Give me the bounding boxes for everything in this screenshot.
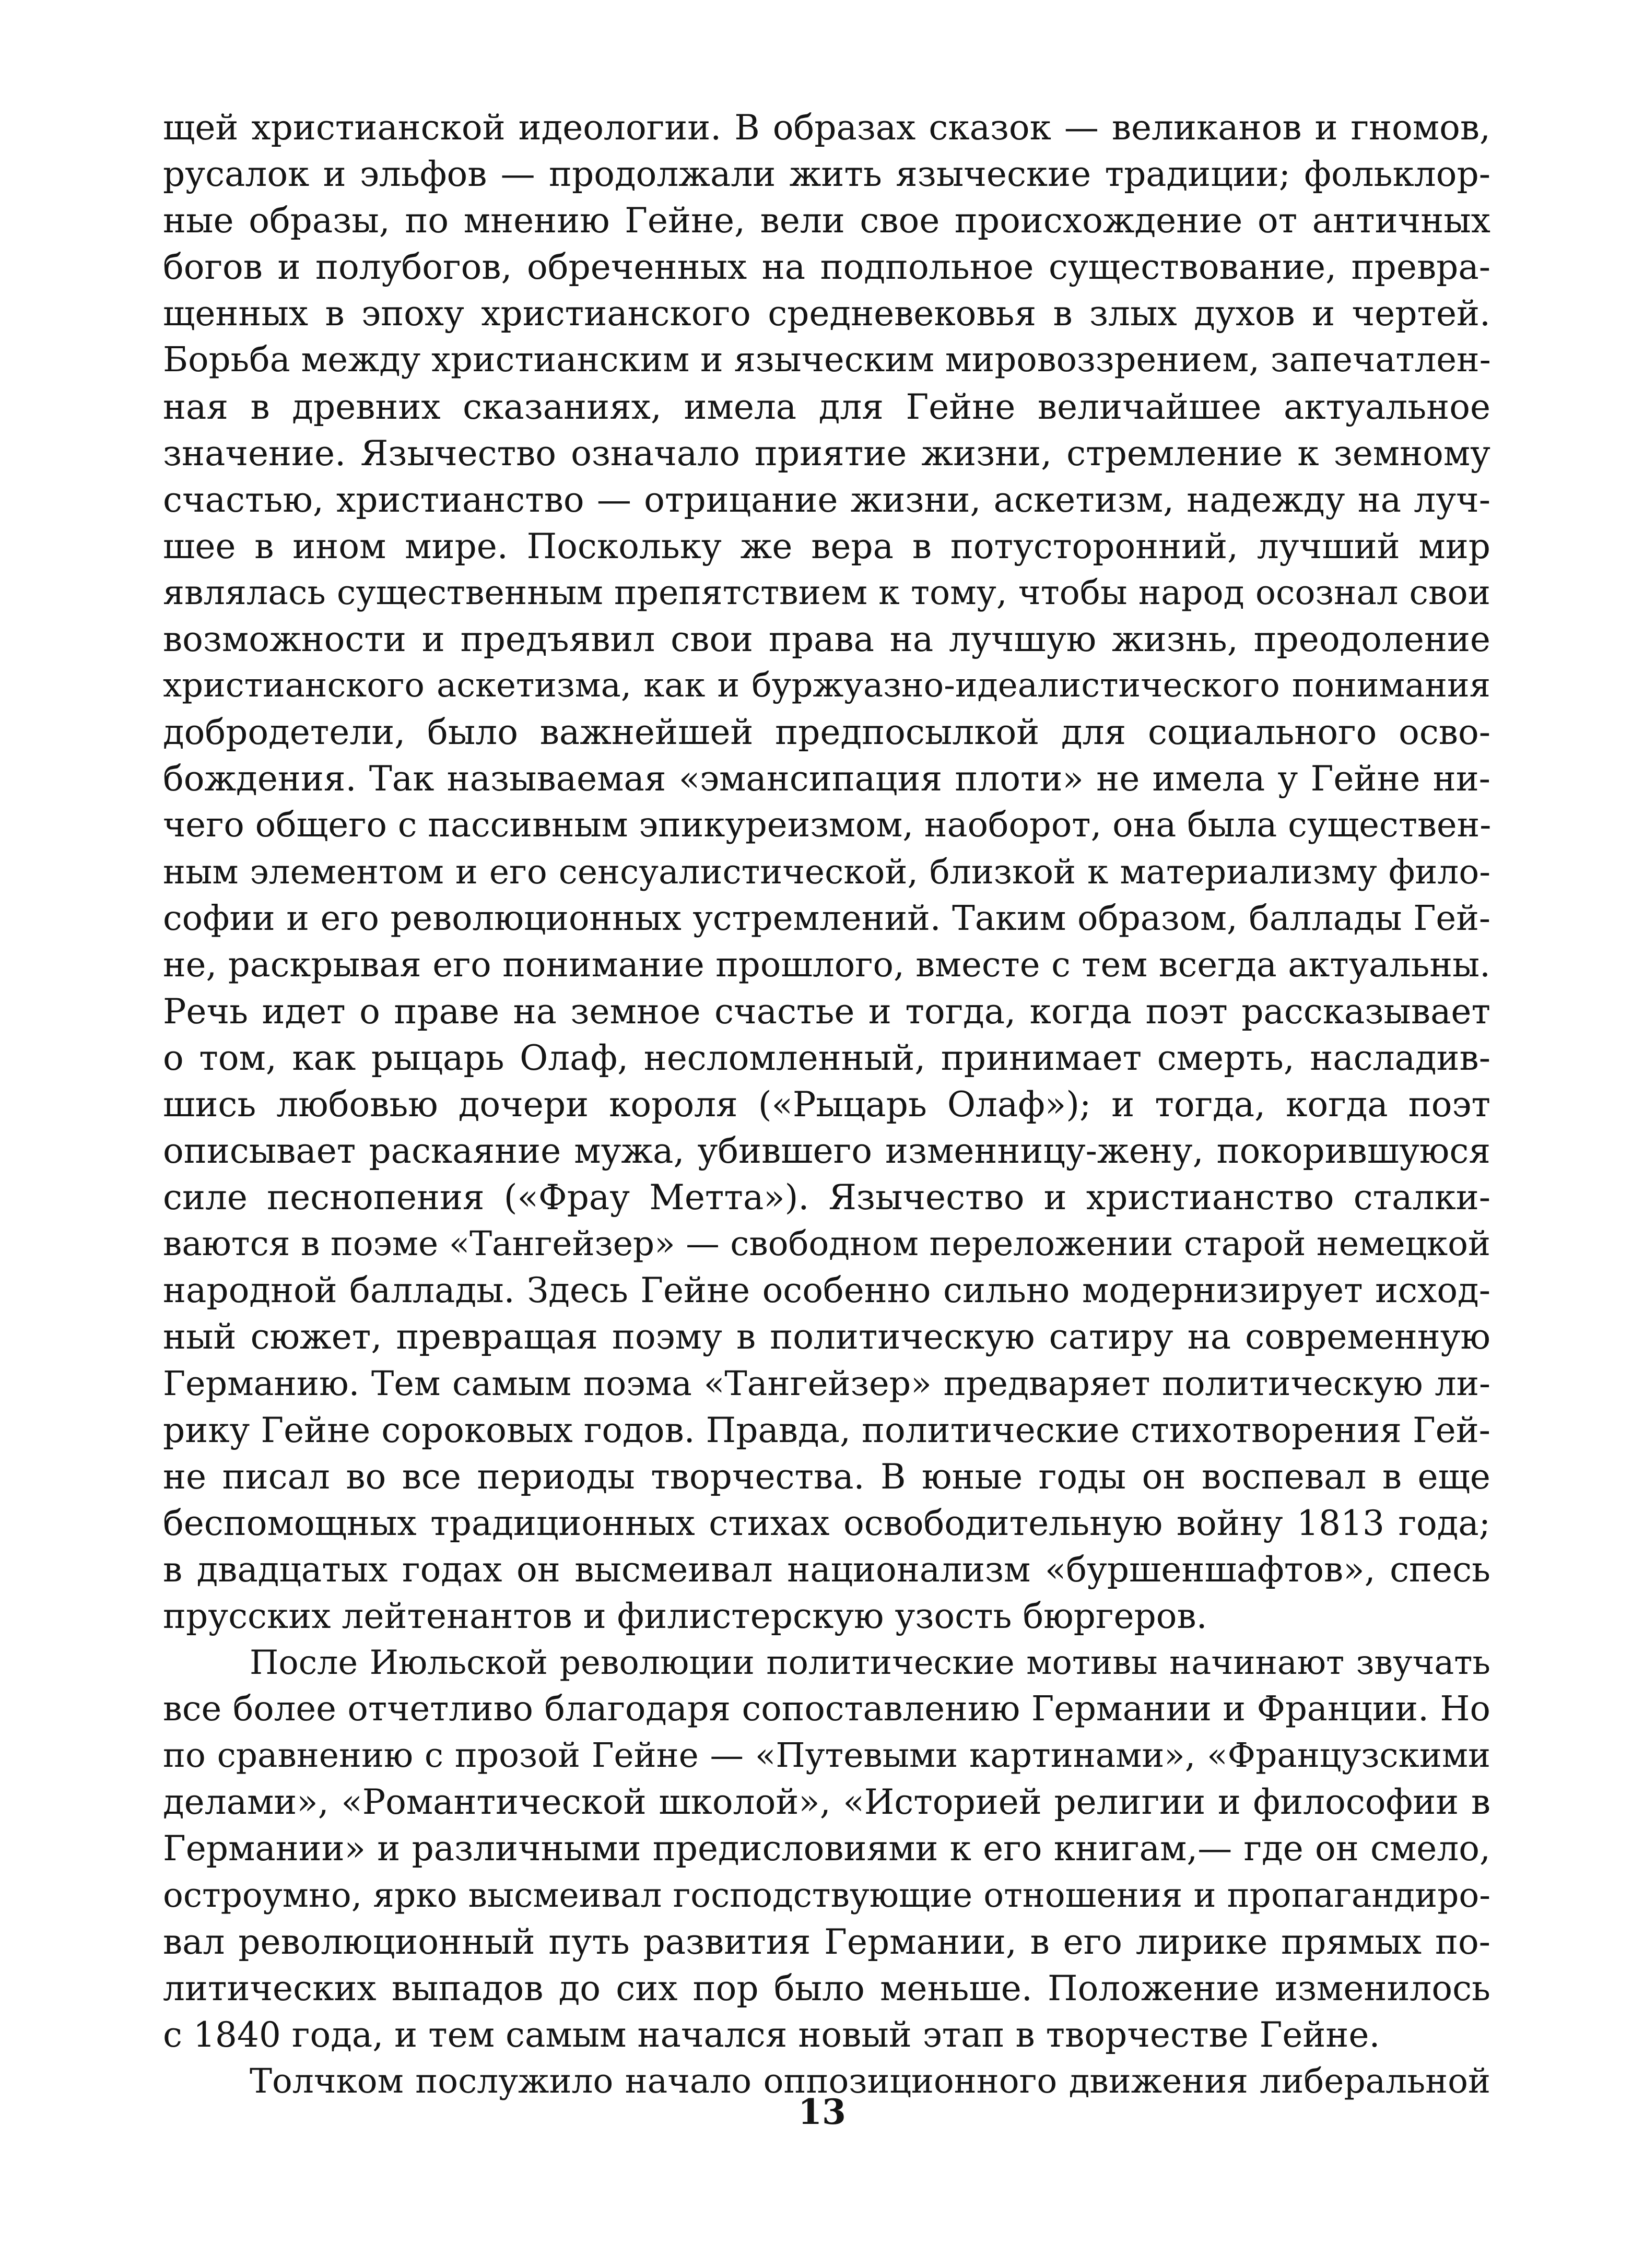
text-line: остроумно, ярко высмеивал господствующие отношения и пропагандиро-	[163, 1875, 1490, 1915]
text-line: Толчком послужило начало оппозиционного движения либеральной	[250, 2061, 1490, 2101]
text-line: делами», «Романтической школой», «Историей религии и философии в	[163, 1782, 1490, 1823]
text-line: являлась существенным препятствием к тому, чтобы народ осознал свои	[163, 573, 1490, 612]
text-line: в двадцатых годах он высмеивал национализм «буршеншафтов», спесь	[163, 1549, 1490, 1590]
text-line: Германию. Тем самым поэма «Тангейзер» предваряет политическую ли-	[163, 1364, 1490, 1403]
text-line: христианского аскетизма, как и буржуазно-идеалистического понимания	[163, 666, 1490, 705]
text-line: Борьба между христианским и языческим мировоззрением, запечатлен-	[163, 340, 1491, 380]
text-line: по сравнению с прозой Гейне — «Путевыми картинами», «Французскими	[163, 1736, 1490, 1776]
text-line: ный сюжет, превращая поэму в политическую сатиру на современную	[163, 1317, 1490, 1357]
text-line: Речь идет о праве на земное счастье и тогда, когда поэт рассказывает	[163, 991, 1490, 1032]
text-line: После Июльской революции политические мотивы начинают звучать	[250, 1643, 1490, 1682]
text-line: все более отчетливо благодаря сопоставлению Германии и Франции. Но	[163, 1689, 1490, 1729]
body-text	[163, 104, 1490, 2105]
text-line: чего общего с пассивным эпикуреизмом, наоборот, она была существен-	[163, 805, 1492, 845]
text-line: литических выпадов до сих пор было меньше. Положение изменилось	[163, 1968, 1490, 2009]
text-line: Германии» и различными предисловиями к его книгам,— где он смело,	[163, 1828, 1490, 1869]
text-line: описывает раскаяние мужа, убившего изменницу-жену, покорившуюся	[163, 1131, 1490, 1172]
text-line: вал революционный путь развития Германии, в его лирике прямых по-	[163, 1921, 1490, 1962]
text-line: ваются в поэме «Тангейзер» — свободном переложении старой немецкой	[163, 1224, 1490, 1264]
text-line: силе песнопения («Фрау Метта»). Язычество и христианство сталки-	[163, 1177, 1490, 1218]
text-line: не писал во все периоды творчества. В юные годы он воспевал в еще	[163, 1456, 1490, 1497]
text-line: рику Гейне сороковых годов. Правда, политические стихотворения Гей-	[163, 1410, 1490, 1450]
page-number: 13	[798, 2092, 846, 2132]
text-line: добродетели, было важнейшей предпосылкой для социального осво-	[163, 712, 1490, 753]
text-line: прусских лейтенантов и филистерскую узость бюргеров.	[163, 1596, 1207, 1636]
text-line: бождения. Так называемая «эмансипация плоти» не имела у Гейне ни-	[163, 759, 1490, 799]
text-line: русалок и эльфов — продолжали жить языческие традиции; фольклор-	[163, 154, 1490, 195]
text-line: софии и его революционных устремлений. Таким образом, баллады Гей-	[163, 898, 1490, 938]
text-line: возможности и предъявил свои права на лучшую жизнь, преодоление	[163, 619, 1490, 660]
text-line: беспомощных традиционных стихах освободительную войну 1813 года;	[163, 1503, 1490, 1543]
text-line: богов и полубогов, обреченных на подпольное существование, превра-	[163, 247, 1490, 288]
text-line: счастью, христианство — отрицание жизни, аскетизм, надежду на луч-	[163, 479, 1490, 520]
text-line: щенных в эпоху христианского средневековья в злых духов и чертей.	[163, 293, 1490, 334]
text-line: ные образы, по мнению Гейне, вели свое происхождение от античных	[163, 200, 1490, 241]
text-line: шись любовью дочери короля («Рыцарь Олаф»); и тогда, когда поэт	[163, 1084, 1490, 1125]
text-line: о том, как рыцарь Олаф, несломленный, принимает смерть, насладив-	[163, 1037, 1490, 1078]
text-line: ная в древних сказаниях, имела для Гейне величайшее актуальное	[163, 386, 1490, 427]
text-line: щей христианской идеологии. В образах сказок — великанов и гномов,	[163, 108, 1490, 148]
text-line: шее в ином мире. Поскольку же вера в потусторонний, лучший мир	[163, 526, 1490, 566]
text-line: значение. Язычество означало приятие жизни, стремление к земному	[163, 433, 1490, 474]
text-line: с 1840 года, и тем самым начался новый этап в творчестве Гейне.	[163, 2014, 1380, 2055]
text-line: народной баллады. Здесь Гейне особенно сильно модернизирует исход-	[163, 1270, 1490, 1311]
text-line: ным элементом и его сенсуалистической, близкой к материализму фило-	[163, 852, 1490, 892]
text-line: не, раскрывая его понимание прошлого, вместе с тем всегда актуальны.	[163, 944, 1490, 985]
